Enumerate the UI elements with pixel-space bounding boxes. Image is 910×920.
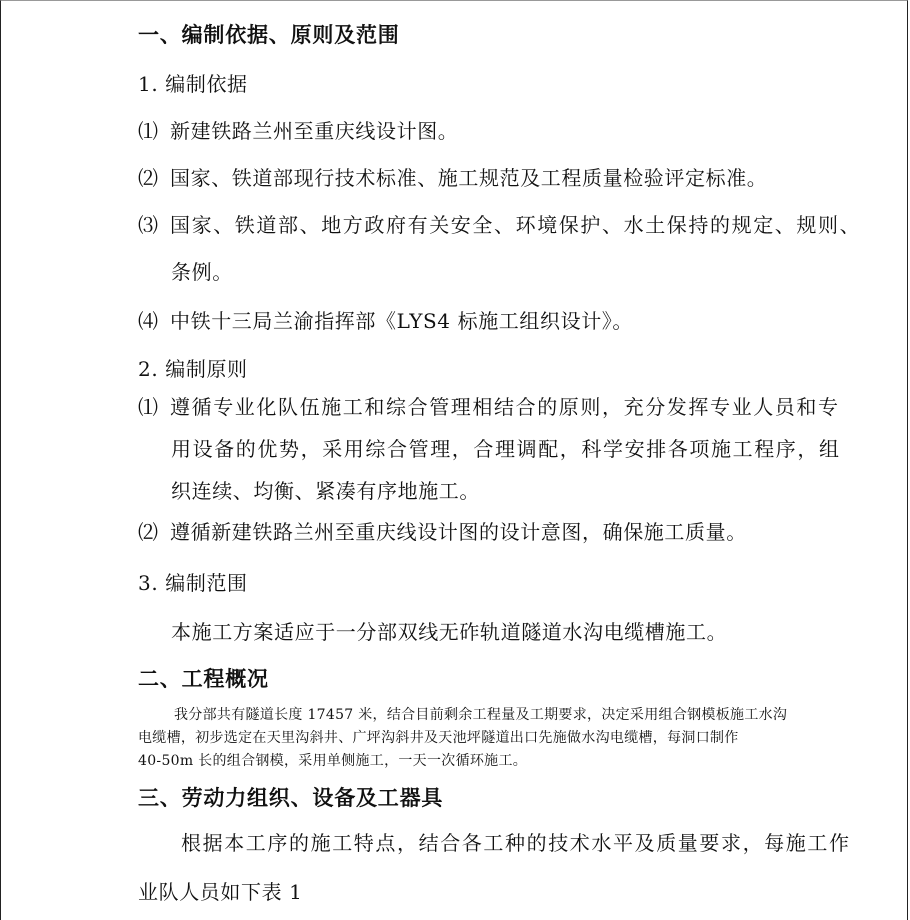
principle-item-2	[138, 520, 747, 544]
section-3-title: 三、劳动力组织、设备及工器具	[138, 786, 444, 810]
item-text: 中铁十三局兰渝指挥部《LYS4 标施工组织设计》。	[170, 309, 633, 333]
scope-text: 本施工方案适应于一分部双线无砟轨道隧道水沟电缆槽施工。	[171, 620, 728, 644]
item-number: ⑶	[138, 213, 160, 237]
item-number: ⑵	[138, 166, 159, 190]
item-number: ⑵	[138, 520, 159, 544]
item-text: 国家、铁道部现行技术标准、施工规范及工程质量检验评定标准。	[170, 166, 768, 190]
basis-item-3-continuation: 条例。	[171, 260, 233, 284]
overview-line-1: 我分部共有隧道长度 17457 米，结合目前剩余工程量及工期要求，决定采用组合钢模板施工水沟	[174, 707, 788, 723]
basis-heading: 1. 编制依据	[138, 72, 248, 96]
item-text: 新建铁路兰州至重庆线设计图。	[170, 119, 459, 143]
principle-heading: 2. 编制原则	[138, 357, 248, 381]
item-number: ⑷	[138, 309, 159, 333]
principle-item-1-continuation-2: 织连续、均衡、紧凑有序地施工。	[171, 479, 480, 503]
basis-item-2	[138, 166, 767, 190]
item-text: 遵循专业化队伍施工和综合管理相结合的原则，充分发挥专业人员和专	[170, 395, 840, 419]
labor-para-line-2: 业队人员如下表 1	[138, 880, 303, 904]
overview-line-3: 40-50m 长的组合钢模，采用单侧施工，一天一次循环施工。	[138, 753, 528, 769]
basis-item-1	[138, 119, 458, 143]
item-text: 国家、铁道部、地方政府有关安全、环境保护、水土保持的规定、规则、	[170, 213, 862, 237]
basis-item-3	[138, 213, 861, 237]
labor-para-line-1: 根据本工序的施工特点，结合各工种的技术水平及质量要求，每施工作	[181, 831, 851, 855]
scope-heading: 3. 编制范围	[138, 571, 248, 595]
overview-line-2: 电缆槽，初步选定在天里沟斜井、广坪沟斜井及天池坪隧道出口先施做水沟电缆槽，每洞口制作	[138, 730, 739, 746]
principle-item-1	[138, 395, 840, 419]
item-number: ⑴	[138, 119, 159, 143]
section-2-title: 二、工程概况	[138, 667, 269, 691]
principle-item-1-continuation-1: 用设备的优势，采用综合管理，合理调配，科学安排各项施工程序，组	[171, 437, 841, 461]
item-number: ⑴	[138, 395, 160, 419]
item-text: 遵循新建铁路兰州至重庆线设计图的设计意图，确保施工质量。	[170, 520, 747, 544]
section-1-title: 一、编制依据、原则及范围	[138, 23, 400, 47]
basis-item-4	[138, 309, 633, 333]
